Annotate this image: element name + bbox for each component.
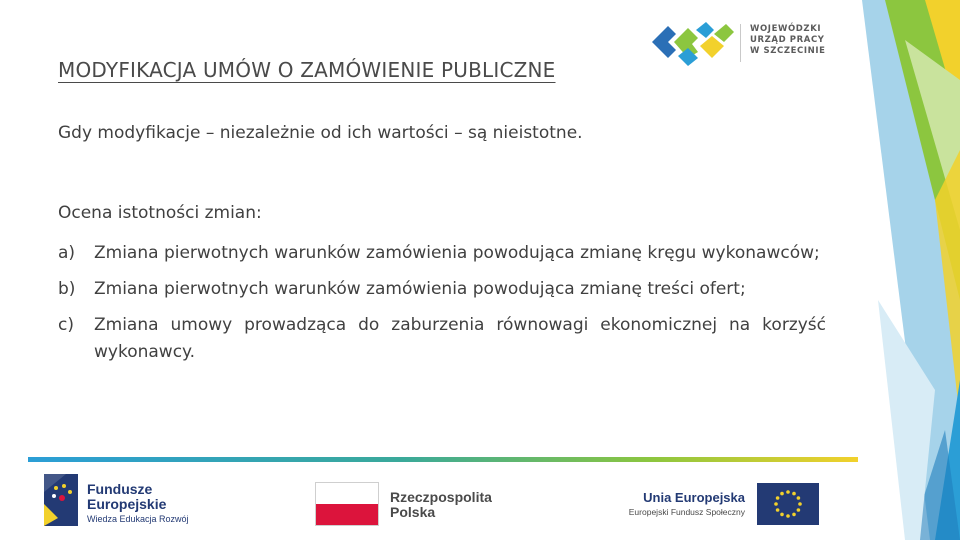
eu-flag-icon — [757, 483, 819, 525]
fundusze-europejskie-logo-icon — [44, 474, 78, 526]
eu-name — [615, 490, 745, 517]
gradient-divider — [28, 457, 858, 462]
wup-line-2: URZĄD PRACY — [750, 35, 825, 45]
list-item — [58, 240, 826, 267]
fe-line-1: Fundusze — [87, 481, 153, 497]
fe-line-3: Wiedza Edukacja Rozwój — [87, 514, 189, 524]
slide-title: MODYFIKACJA UMÓW O ZAMÓWIENIE PUBLICZNE — [58, 58, 556, 82]
rp-name — [390, 490, 492, 520]
list-item — [58, 312, 826, 366]
rp-line-2: Polska — [390, 504, 436, 520]
wup-separator — [740, 24, 741, 62]
list-item — [58, 276, 826, 303]
eu-line-1: Unia Europejska — [643, 490, 745, 505]
intro-paragraph: Gdy modyfikacje – niezależnie od ich wartości – są nieistotne. — [58, 123, 583, 143]
lead-paragraph: Ocena istotności zmian: — [58, 203, 262, 223]
list-item-text: Zmiana umowy prowadząca do zaburzenia równowagi ekonomicznej na korzyść wykonawcy. — [94, 315, 826, 362]
list-item-text: Zmiana pierwotnych warunków zamówienia powodująca zmianę kręgu wykonawców; — [94, 243, 820, 263]
list-marker: b) — [58, 279, 76, 299]
criteria-list — [58, 240, 826, 375]
fe-line-2: Europejskie — [87, 496, 167, 512]
rp-line-1: Rzeczpospolita — [390, 489, 492, 505]
list-item-text: Zmiana pierwotnych warunków zamówienia powodująca zmianę treści ofert; — [94, 279, 746, 299]
wup-name — [750, 24, 826, 57]
wup-logo — [652, 18, 842, 68]
wup-emblem-icon — [652, 18, 734, 66]
list-marker: c) — [58, 315, 74, 335]
fe-name — [87, 482, 189, 524]
eu-line-2: Europejski Fundusz Społeczny — [628, 507, 745, 517]
footer-logos — [0, 466, 960, 540]
wup-line-1: WOJEWÓDZKI — [750, 24, 822, 34]
list-marker: a) — [58, 243, 76, 263]
polish-flag-icon — [315, 482, 379, 526]
wup-line-3: W SZCZECINIE — [750, 46, 826, 56]
